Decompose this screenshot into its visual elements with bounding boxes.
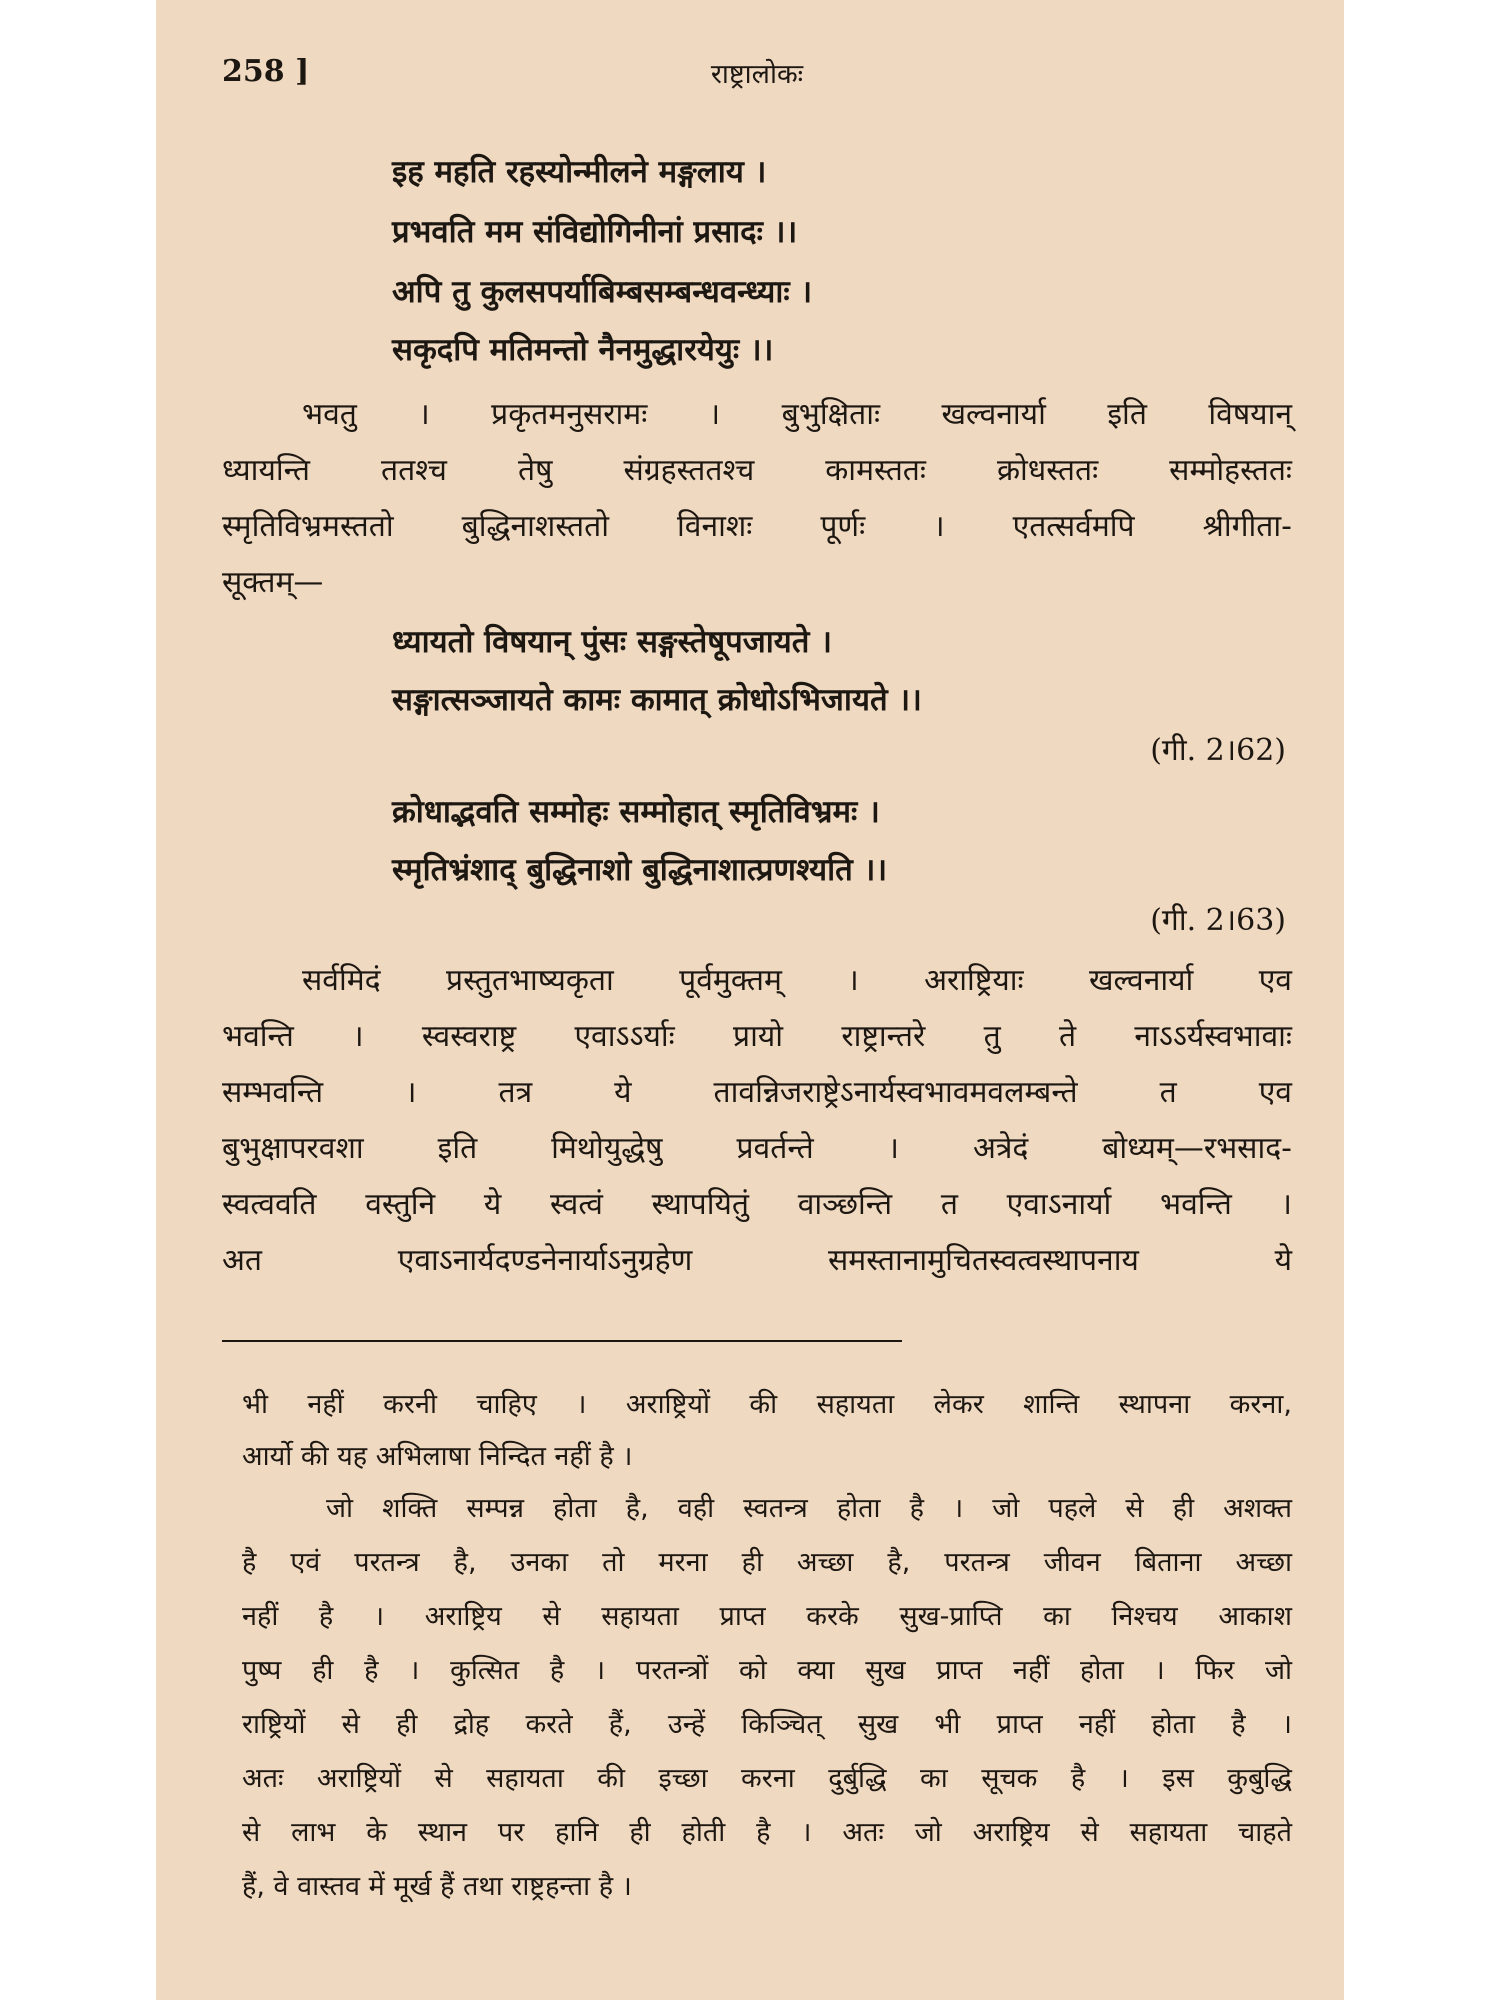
footnote-line: भी नहीं करनी चाहिए । अराष्ट्रियों की सहायता लेकर शान्ति स्थापना करना, <box>242 1389 1292 1420</box>
footnote-separator <box>222 1340 902 1342</box>
prose-line: स्वत्ववति वस्तुनि ये स्वत्वं स्थापयितुं वाञ्छन्ति त एवाऽनार्या भवन्ति । <box>222 1187 1292 1222</box>
verse-line: इह महति रहस्योन्मीलने मङ्गलाय । <box>392 154 767 190</box>
footnote-line: जो शक्ति सम्पन्न होता है, वही स्वतन्त्र होता है । जो पहले से ही अशक्त <box>326 1493 1292 1524</box>
prose-line: सम्भवन्ति । तत्र ये तावन्निजराष्ट्रेऽनार्यस्वभावमवलम्बन्ते त एव <box>222 1075 1292 1110</box>
footnote-line: अतः अराष्ट्रियों से सहायता की इच्छा करना दुर्बुद्धि का सूचक है । इस कुबुद्धि <box>242 1763 1292 1794</box>
footnote-line: पुष्प ही है । कुत्सित है । परतन्त्रों को क्या सुख प्राप्त नहीं होता । फिर जो <box>242 1655 1292 1686</box>
verse-line: क्रोधाद्भवति सम्मोहः सम्मोहात् स्मृतिविभ्रमः । <box>392 794 880 830</box>
footnote-line: राष्ट्रियों से ही द्रोह करते हैं, उन्हें किञ्चित् सुख भी प्राप्त नहीं होता है । <box>242 1709 1292 1740</box>
prose-line: सूक्तम्— <box>222 565 324 600</box>
page-header <box>222 54 1292 104</box>
prose-line: बुभुक्षापरवशा इति मिथोयुद्धेषु प्रवर्तन्ते । अत्रेदं बोध्यम्—रभसाद- <box>222 1131 1292 1166</box>
verse-line: अपि तु कुलसपर्याबिम्बसम्बन्धवन्ध्याः । <box>392 274 813 310</box>
prose-line: भवतु । प्रकृतमनुसरामः । बुभुक्षिताः खल्वनार्या इति विषयान् <box>302 397 1292 432</box>
prose-line: अत एवाऽनार्यदण्डनेनार्याऽनुग्रहेण समस्तानामुचितस्वत्वस्थापनाय ये <box>222 1243 1292 1278</box>
page-number: 258 ] <box>222 54 310 89</box>
verse-reference: (गी. 2।62) <box>1150 733 1286 768</box>
running-title: राष्ट्रालोकः <box>710 59 804 90</box>
verse-line: सकृदपि मतिमन्तो नैनमुद्धारयेयुः ।। <box>392 332 774 368</box>
verse-line: प्रभवति मम संविद्योगिनीनां प्रसादः ।। <box>392 214 798 250</box>
prose-line: भवन्ति । स्वस्वराष्ट्र एवाऽऽर्याः प्रायो राष्ट्रान्तरे तु ते नाऽऽर्यस्वभावाः <box>222 1019 1292 1054</box>
footnote-line: हैं, वे वास्तव में मूर्ख हैं तथा राष्ट्रहन्ता है । <box>242 1871 632 1902</box>
verse-reference: (गी. 2।63) <box>1150 903 1286 938</box>
prose-line: सर्वमिदं प्रस्तुतभाष्यकृता पूर्वमुक्तम् । अराष्ट्रियाः खल्वनार्या एव <box>302 963 1292 998</box>
footnote-line: नहीं है । अराष्ट्रिय से सहायता प्राप्त करके सुख-प्राप्ति का निश्चय आकाश <box>242 1601 1292 1632</box>
footnote-line: आर्यो की यह अभिलाषा निन्दित नहीं है । <box>242 1441 633 1472</box>
verse-line: सङ्गात्सञ्जायते कामः कामात् क्रोधोऽभिजायते ।। <box>392 682 922 718</box>
footnote-line: है एवं परतन्त्र है, उनका तो मरना ही अच्छा है, परतन्त्र जीवन बिताना अच्छा <box>242 1547 1292 1578</box>
prose-line: स्मृतिविभ्रमस्ततो बुद्धिनाशस्ततो विनाशः पूर्णः । एतत्सर्वमपि श्रीगीता- <box>222 509 1292 544</box>
verse-line: स्मृतिभ्रंशाद् बुद्धिनाशो बुद्धिनाशात्प्रणश्यति ।। <box>392 852 888 888</box>
footnote-line: से लाभ के स्थान पर हानि ही होती है । अतः जो अराष्ट्रिय से सहायता चाहते <box>242 1817 1292 1848</box>
verse-line: ध्यायतो विषयान् पुंसः सङ्गस्तेषूपजायते । <box>392 624 832 660</box>
prose-line: ध्यायन्ति ततश्च तेषु संग्रहस्ततश्च कामस्ततः क्रोधस्ततः सम्मोहस्ततः <box>222 453 1292 488</box>
